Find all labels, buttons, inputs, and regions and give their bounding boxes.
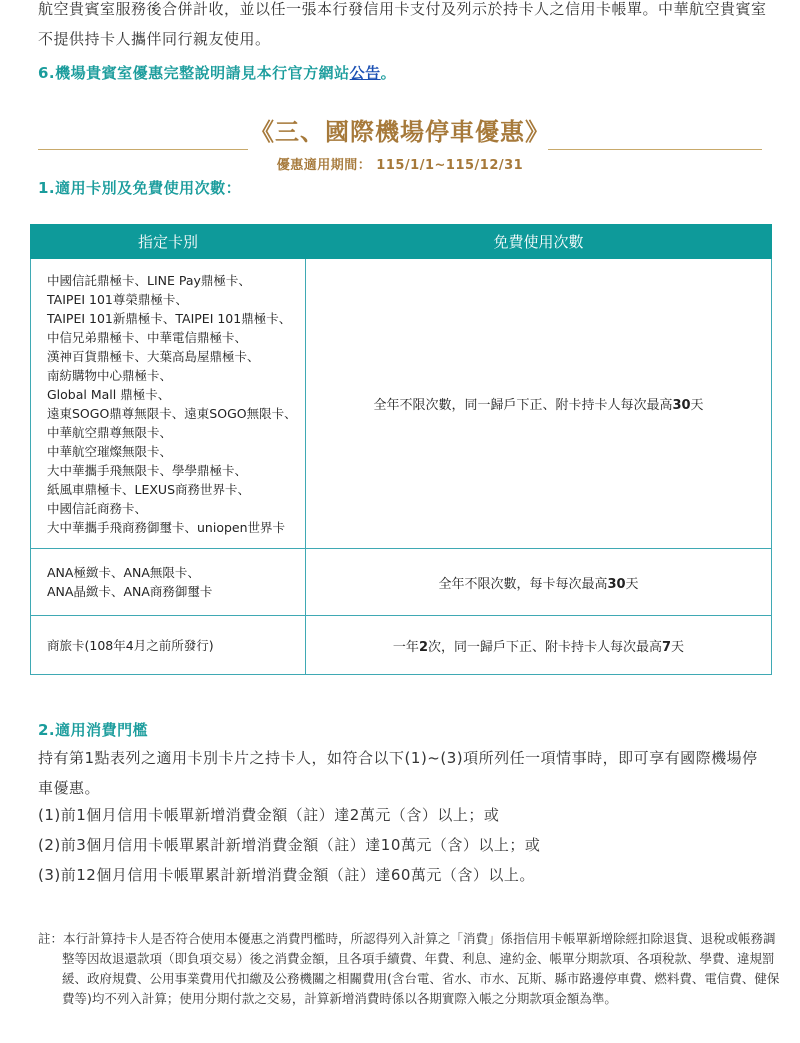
card-list-cell [31,549,306,616]
card-name: ANA極緻卡、ANA無限卡、 [47,565,200,580]
table-row [31,549,772,616]
card-name: 紙風車鼎極卡、LEXUS商務世界卡、 [47,481,251,497]
condition-item: (2)前3個月信用卡帳單累計新增消費金額（註）達10萬元（含）以上；或 [38,836,541,854]
usage-text: 全年不限次數，同一歸戶下正、附卡持卡人每次最高 [373,398,673,413]
usage-days: 30 [607,576,626,592]
card-name: 商旅卡(108年4月之前所發行) [47,637,214,653]
subheading-spending-threshold: 2.適用消費門檻 [38,721,149,739]
usage-text: 全年不限次數，每卡每次最高 [438,576,608,592]
card-name: TAIPEI 101新鼎極卡、TAIPEI 101鼎極卡、 [47,310,292,326]
card-name: 大中華攜手飛商務御璽卡、uniopen世界卡 [47,519,286,535]
section-title-row [38,112,762,152]
condition-item: (3)前12個月信用卡帳單累計新增消費金額（註）達60萬元（含）以上。 [38,866,535,884]
threshold-intro: 持有第1點表列之適用卡別卡片之持卡人，如符合以下(1)~(3)項所列任一項情事時，即可享有國際機場停車優惠。 [38,749,758,797]
usage-days: 30 [672,398,691,413]
card-name: 中信兄弟鼎極卡、中華電信鼎極卡、 [47,329,248,345]
card-name: 中國信託鼎極卡、LINE Pay鼎極卡、 [47,272,251,288]
card-list-cell [31,259,306,549]
title-divider-left [38,149,248,150]
usage-unit: 天 [671,639,685,655]
table-row [31,616,772,675]
card-name: TAIPEI 101尊榮鼎極卡、 [47,291,188,307]
usage-unit: 天 [625,576,639,592]
eligible-cards-table [30,224,772,675]
card-name: 南紡購物中心鼎極卡、 [47,367,173,383]
card-name: 中國信託商務卡、 [47,500,148,516]
card-name: 大中華攜手飛無限卡、學學鼎極卡、 [47,462,248,478]
usage-cell [306,259,772,549]
card-name: Global Mall 鼎極卡、 [47,386,171,402]
usage-text: 一年 [392,639,419,655]
table-row [31,259,772,549]
footnote: 註：本行計算持卡人是否符合使用本優惠之消費門檻時，所認得列入計算之「消費」係指信用卡帳單新增除經扣除退貨、退稅或帳務調整等因故退還款項（即負項交易）後之消費金額，且各項手續費、年費、利息、違約金、帳單分期款項、各項稅款、學費、違規罰緩、政府規費、公用事業費用代扣繳及公務機關之相關費用(含台電、省水、市水、瓦斯、縣市路邊停車費、燃料費、電信費、健保費等)均不列入計算；使用分期付款之交易，計算新增消費時係以各期實際入帳之分期款項金額為準。 [38,931,780,1006]
section-title: 《三、國際機場停車優惠》 [250,118,550,146]
header-card-type: 指定卡別 [31,225,306,259]
usage-cell [306,616,772,675]
lounge-info-suffix: 。 [380,64,397,82]
offer-period: 優惠適用期間： 115/1/1~115/12/31 [276,158,524,173]
table-header-row [31,225,772,259]
card-name: 漢神百貨鼎極卡、大葉高島屋鼎極卡、 [47,348,260,364]
title-divider-right [548,149,762,150]
condition-item: (1)前1個月信用卡帳單新增消費金額（註）達2萬元（含）以上；或 [38,806,500,824]
card-list-cell [31,616,306,675]
usage-text: 次，同一歸戶下正、附卡持卡人每次最高 [427,639,662,655]
usage-times: 2 [418,639,428,655]
announcement-link[interactable]: 公告 [349,64,381,82]
subheading-eligible-cards: 1.適用卡別及免費使用次數： [38,179,242,197]
card-name: 中華航空鼎尊無限卡、 [47,424,173,440]
lounge-info-line [38,62,396,83]
usage-days: 7 [662,639,672,655]
card-name: 中華航空璀燦無限卡、 [47,443,173,459]
lounge-info-text: 6.機場貴賓室優惠完整說明請見本行官方網站 [38,64,350,82]
header-free-usage: 免費使用次數 [306,225,772,259]
card-name: ANA晶緻卡、ANA商務御璽卡 [47,584,213,599]
usage-unit: 天 [690,398,704,413]
intro-paragraph: 航空貴賓室服務後合併計收，並以任一張本行發信用卡支付及列示於持卡人之信用卡帳單。中華航空貴賓室不提供持卡人攜伴同行親友使用。 [38,0,767,48]
card-name: 遠東SOGO鼎尊無限卡、遠東SOGO無限卡、 [47,405,297,421]
usage-cell [306,549,772,616]
